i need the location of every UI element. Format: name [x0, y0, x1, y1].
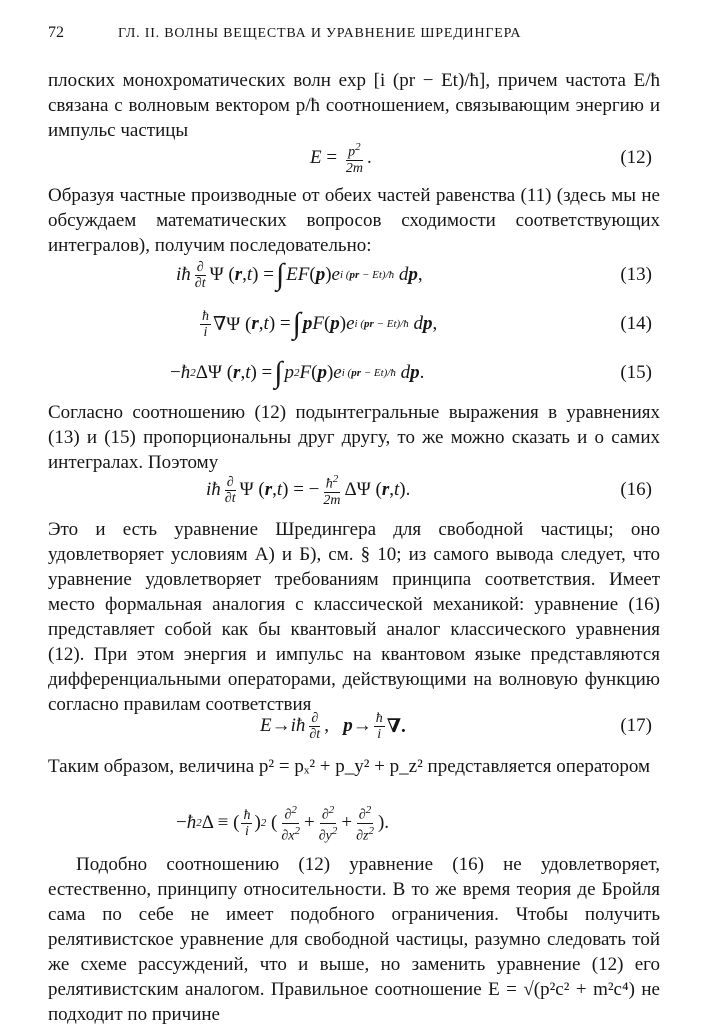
- equation-15-label: (15): [620, 362, 652, 383]
- running-title: ГЛ. II. ВОЛНЫ ВЕЩЕСТВА И УРАВНЕНИЕ ШРЕДИНГЕРА: [118, 26, 522, 41]
- equation-16-formula: iħ $\frac{\partial}{\partial t}$ Ψ ( r , t ) = − $\frac{ħ^2}{2m}$ ΔΨ ( r , t ).: [206, 473, 411, 508]
- equation-15: [48, 353, 660, 393]
- equation-12: [48, 138, 660, 178]
- equation-16-label: (16): [620, 479, 652, 500]
- equation-12-formula: E = $\frac{p^2}{2m}$ .: [310, 141, 372, 176]
- equation-17-formula: E → iħ $\frac{\partial}{\partial t}$ , p → $\frac{ħ}{i}$ ∇.: [260, 710, 406, 742]
- paragraph-2: Образуя частные производные от обеих частей равенства (11) (здесь мы не обсуждаем математических вопросов сходимости соответствующих интегралов), получим последовательно:: [48, 185, 660, 256]
- equation-laplacian: [48, 803, 660, 843]
- equation-16: [48, 470, 660, 510]
- equation-15-formula: − ħ 2 ΔΨ ( r , t ) = ∫ p 2 F ( p ) e i (pr − Et)/ħ d p .: [170, 356, 425, 389]
- running-header: [48, 24, 660, 48]
- equation-12-label: (12): [620, 147, 652, 168]
- equation-13-formula: iħ $\frac{\partial}{\partial t}$ Ψ ( r , t ) = ∫ EF ( p ) e i (pr − Et)/ħ d p ,: [176, 258, 423, 291]
- equation-17: [48, 706, 660, 746]
- paragraph-1: плоских монохроматических волн exp [i (pr − Et)/ħ], причем частота E/ħ связана с волновым вектором p/ħ соотношением, связывающим энергию и импульс частицы: [48, 70, 660, 141]
- equation-14-formula: $\frac{ħ}{i}$ ∇Ψ ( r , t ) = ∫ p F ( p ) e i (pr − Et)/ħ d p ,: [202, 307, 438, 340]
- equation-17-label: (17): [620, 715, 652, 736]
- equation-laplacian-formula: − ħ 2 Δ ≡ ( $\frac{ħ}{i}$ ) 2 ( $\frac{\partial^2}{\partial x^2}$ + $\frac{\partial^2}{\partial y^2}$ + $\frac{\partial^2}{\partial z^2}$ ).: [176, 803, 390, 844]
- equation-14: [48, 304, 660, 344]
- paragraph-6: Подобно соотношению (12) уравнение (16) не удовлетворяет, естественно, принципу относительности. В то же время теория де Бройля сама по себе не имеет подобного ограничения. Чтобы получить релятивистское уравнение для свободной частицы, разумно следовать той же схеме рассуждений, что и выше, но заменить уравнение (12) его релятивистским аналогом. Правильное соотношение E = √(p²c² + m²c⁴) не подходит по причине: [48, 854, 660, 1025]
- page-number: 72: [48, 24, 64, 41]
- paragraph-4: Это и есть уравнение Шредингера для свободной частицы; оно удовлетворяет условиям А) и Б), см. § 10; из самого вывода следует, что уравнение удовлетворяет требованиям принципа соответствия. Имеет место формальная аналогия с классической механикой: уравнение (16) представляет собой как бы квантовый аналог классического уравнения (12). При этом энергия и импульс на квантовом языке представляются дифференциальными операторами, действующими на волновую функцию согласно правилам соответствия: [48, 519, 660, 715]
- equation-13: [48, 255, 660, 295]
- paragraph-5: Таким образом, величина p² = pₓ² + p_y² + p_z² представляется оператором: [48, 756, 651, 777]
- equation-13-label: (13): [620, 264, 652, 285]
- paragraph-3: Согласно соотношению (12) подынтегральные выражения в уравнениях (13) и (15) пропорциональны друг другу, то же можно сказать и о самих интегралах. Поэтому: [48, 402, 660, 473]
- equation-14-label: (14): [620, 313, 652, 334]
